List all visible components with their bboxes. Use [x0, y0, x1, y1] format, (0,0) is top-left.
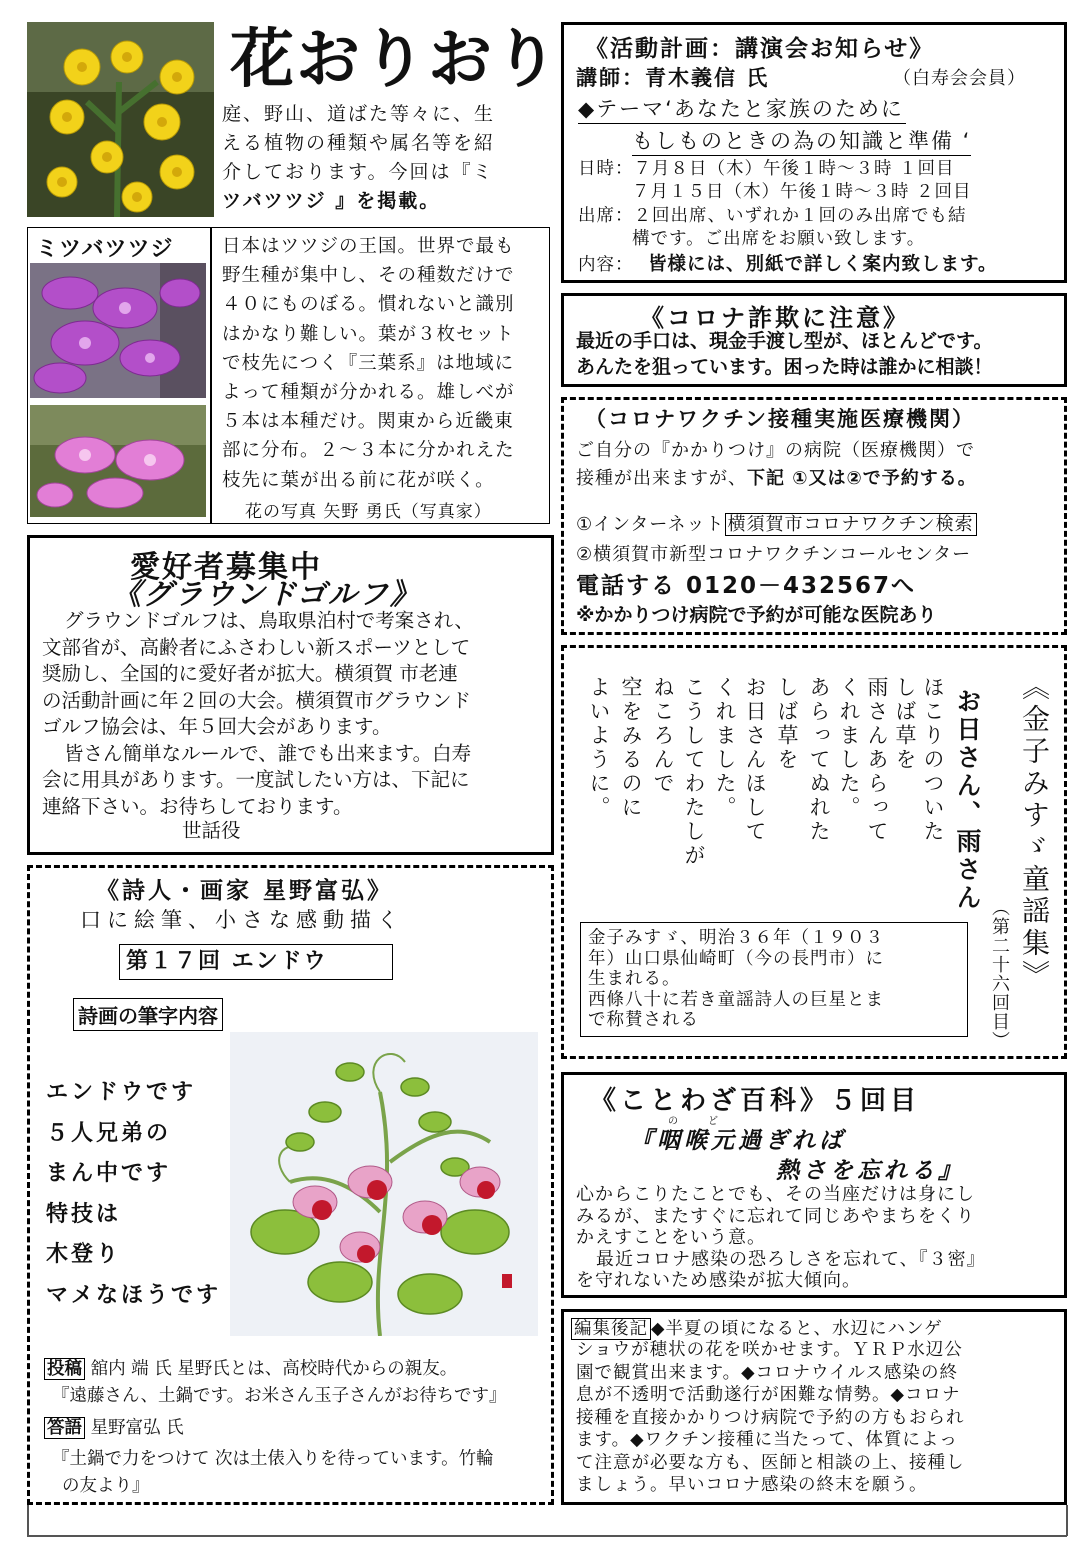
poet-contrib-message: 『遠藤さん、土鍋です。お米さん玉子さんがお待ちです』 — [52, 1386, 507, 1406]
proverb-ruby1: の — [668, 1116, 678, 1127]
kaneko-poem-line: ほこりのついた — [921, 676, 945, 844]
poet-subtitle: 口に絵筆、小さな感動描く — [80, 908, 404, 932]
flower-photo-credit: 花の写真 矢野 勇氏（写真家） — [245, 502, 492, 522]
flower-body-line: ５本は本種だけ。関東から近畿東 — [222, 411, 514, 433]
editor-body-line: 園で観賞出来ます。◆コロナウイルス感染の終 — [576, 1362, 959, 1383]
flower-intro-line: ツバツツジ 』を掲載。 — [222, 190, 441, 212]
proverb-body-line: を守れないため感染が拡大傾向。 — [576, 1270, 861, 1291]
editor-label: 編集後記 — [571, 1318, 651, 1340]
flower-body — [222, 232, 515, 495]
poet-poem — [46, 1072, 221, 1315]
poet-poem-line: まん中です — [46, 1160, 172, 1186]
flower-body-line: よって種類が分かれる。雄しべが — [222, 382, 515, 404]
flower-name: ミツバツツジ — [36, 237, 174, 262]
flower-intro — [222, 100, 495, 216]
page-bottom-rule — [27, 1535, 1067, 1537]
lecture-theme-line2: もしものときの為の知識と準備 ‘ — [632, 125, 971, 156]
poet-contrib-label: 投稿 — [44, 1358, 85, 1380]
kaneko-series-title: 《金子みすゞ童謡集》 — [1018, 672, 1051, 992]
lecture-attend1: 出席：２回出席、いずれか１回のみ出席でも結 — [578, 206, 967, 226]
groundgolf-body-line: 文部省が、高齢者にふさわしい新スポーツとして — [42, 635, 471, 659]
lecture-lecturer: 講師：青木義信 氏 — [576, 66, 770, 90]
poet-reply-text: 星野富弘 氏 — [85, 1418, 184, 1438]
flower-intro-line: 介しております。今回は『ミ — [222, 161, 494, 183]
vaccine-search-term: 横須賀市コロナワクチン検索 — [725, 513, 977, 536]
flower-intro-line: 庭、野山、道ばた等々に、生 — [222, 103, 496, 125]
groundgolf-body-line: の活動計画に年２回の大会。横須賀市グラウンド — [42, 688, 472, 712]
lecture-title: 《活動計画：講演会お知らせ》 — [585, 35, 935, 62]
groundgolf-body-line: 奨励し、全国的に愛好者が拡大。横須賀 市老連 — [42, 662, 458, 685]
kaneko-poem-line: くれました。 — [837, 676, 861, 820]
lecture-content-label: 内容： — [578, 255, 634, 275]
groundgolf-body-line: 連絡下さい。お待ちしております。 — [42, 794, 353, 818]
editor-body-line: ましょう。早いコロナ感染の終末を願う。 — [576, 1475, 928, 1495]
kaneko-poem-line: 雨さんあらって — [865, 676, 889, 844]
vaccine-line1: ご自分の『かかりつけ』の病院（医療機関）で — [576, 440, 975, 461]
kaneko-poem-line: ねころんで — [651, 676, 675, 796]
kaneko-bio-line: 西條八十に若き童謡詩人の巨星とま — [588, 989, 884, 1010]
proverb-body-line: 心からこりたことでも、その当座だけは身にし — [576, 1184, 975, 1205]
purple-azalea-photo — [30, 263, 206, 398]
vaccine-option2: ②横須賀市新型コロナワクチンコールセンター — [576, 544, 972, 565]
groundgolf-body-line: 皆さん簡単なルールで、誰でも出来ます。白寿 — [64, 741, 472, 765]
kaneko-poem-line: 空をみるのに — [619, 676, 643, 820]
vaccine-line2 — [576, 464, 977, 490]
poet-contrib-text: 舘内 端 氏 星野氏とは、高校時代からの親友。 — [85, 1359, 458, 1379]
editor-body-line: て注意が必要な方も、医師と相談の上、接種し — [576, 1452, 965, 1473]
flower-body-line: 枝先に葉が出る前に花が咲く。 — [222, 469, 495, 491]
kaneko-poem-line: お日さんほして — [743, 676, 767, 844]
vaccine-line2-text: 接種が出来ますが、 — [576, 468, 747, 489]
pea-painting — [230, 1032, 538, 1336]
proverb-body-line: かえすことをいう意。 — [576, 1227, 766, 1248]
editor-body-line: 接種を直接かかりつけ病院で予約の方もおられ — [576, 1407, 965, 1428]
groundgolf-signature: 世話役 — [182, 819, 241, 842]
yellow-flower-photo — [27, 22, 214, 217]
groundgolf-body-line: グラウンドゴルフは、鳥取県泊村で考案され、 — [64, 609, 474, 632]
flower-body-line: で枝先につく『三葉系』は地域に — [222, 352, 515, 374]
lecture-date1: 日時：７月８日（木）午後１時～３時 １回目 — [578, 159, 955, 179]
editor-line1: ◆半夏の頃になると、水辺にハンゲ — [651, 1319, 943, 1339]
kaneko-poem-line: しば草を — [893, 676, 917, 772]
editor-body-line: 息が不透明で活動遂行が困難な情勢。◆コロナ — [576, 1385, 961, 1405]
groundgolf-body-line: 会に用具があります。一度試したい方は、下記に — [42, 768, 470, 791]
vaccine-option1-label: ①インターネット — [576, 514, 725, 535]
flower-body-line: 部に分布。２～３本に分かれえた — [222, 440, 515, 462]
kaneko-bio-line: 年）山口県仙崎町（今の長門市）に — [588, 948, 884, 969]
kaneko-poem-title: お日さん、雨さん — [953, 688, 982, 912]
vaccine-title: （コロナワクチン接種実施医療機関） — [585, 407, 975, 431]
flower-body-line: はかなり難しい。葉が３枚セット — [222, 323, 515, 345]
kaneko-poem-line: くれました。 — [713, 676, 737, 820]
fraud-title: 《コロナ詐欺に注意》 — [640, 303, 910, 332]
kaneko-episode: （第二十六回目） — [989, 898, 1010, 1050]
kaneko-bio-line: 生まれる。 — [588, 969, 681, 989]
kaneko-poem-line: よいように。 — [587, 676, 611, 820]
lecture-content: 皆様には、別紙で詳しく案内致します。 — [648, 254, 998, 275]
poet-poem-line: エンドウです — [46, 1079, 197, 1105]
poet-poem-line: 特技は — [46, 1200, 122, 1227]
flower-divider — [210, 227, 212, 524]
fraud-line2: あんたを狙っています。困った時は誰かに相談！ — [576, 356, 993, 378]
poet-label: 詩画の筆字内容 — [73, 998, 223, 1031]
page-right-rule — [1066, 1505, 1068, 1536]
poet-poem-line: 木登り — [46, 1241, 122, 1267]
poet-reply-message2: の友より』 — [62, 1476, 150, 1496]
editor-first-line — [571, 1315, 943, 1340]
groundgolf-body — [42, 608, 474, 820]
poet-contribution — [44, 1355, 457, 1380]
poet-poem-line: マメなほうです — [46, 1281, 222, 1308]
proverb-body-line: 最近コロナ感染の恐ろしさを忘れて、『３密』 — [596, 1248, 986, 1270]
flower-body-line: 日本はツツジの王国。世界で最も — [222, 236, 515, 257]
editor-body-line: ます。◆ワクチン接種に当たって、体質によっ — [576, 1430, 958, 1450]
poet-poem-line: ５人兄弟の — [46, 1119, 172, 1146]
lecture-theme-line1: ◆テーマ‘あなたと家族のために — [578, 93, 906, 124]
pink-azalea-photo — [30, 405, 206, 517]
poet-reply-message1: 『土鍋で力をつけて 次は土俵入りを待っています。竹輪 — [52, 1449, 494, 1469]
flower-body-line: ４０にものぼる。慣れないと識別 — [222, 294, 515, 316]
lecture-date2: ７月１５日（木）午後１時～３時 ２回目 — [632, 182, 972, 202]
fraud-line1: 最近の手口は、現金手渡し型が、ほとんどです。 — [576, 330, 993, 352]
proverb-ruby2: ど — [708, 1116, 718, 1127]
proverb-title: 《ことわざ百科》５回目 — [590, 1086, 921, 1116]
poet-title: 《詩人・画家 星野富弘》 — [96, 877, 394, 904]
flower-intro-line: える植物の種類や属名等を紹 — [222, 132, 496, 154]
editor-body-line: ショウが穂状の花を咲かせます。ＹＲＰ水辺公 — [576, 1340, 963, 1360]
lecture-attend2: 構です。ご出席をお願い致します。 — [632, 229, 926, 249]
page-left-rule — [27, 1505, 29, 1536]
flower-body-line: 野生種が集中し、その種数だけで — [222, 265, 515, 287]
vaccine-option1 — [576, 510, 977, 536]
vaccine-line2-bold: 下記 ①又は②で予約する。 — [747, 468, 977, 489]
kaneko-bio-line: で称賛される — [588, 1010, 699, 1030]
poet-episode: 第１７回 エンドウ — [119, 944, 393, 980]
flower-section-title: 花おりおり — [230, 22, 560, 97]
groundgolf-body-line: ゴルフ協会は、年５回大会があります。 — [42, 715, 392, 738]
kaneko-poem-line: あらってぬれた — [807, 676, 831, 844]
proverb-body — [576, 1184, 986, 1292]
vaccine-phone: 電話する 0120－432567へ — [576, 573, 917, 599]
proverb-line2: 熱さを忘れる』 — [776, 1157, 965, 1184]
groundgolf-title1: 愛好者募集中 — [130, 550, 322, 585]
proverb-line1: 『咽喉元過ぎれば — [630, 1127, 846, 1154]
editor-body — [576, 1339, 965, 1497]
proverb-body-line: みるが、またすぐに忘れて同じあやまちをくり — [576, 1205, 975, 1227]
poet-reply — [44, 1414, 184, 1439]
kaneko-poem-line: しば草を — [775, 676, 799, 772]
kaneko-poem-line: こうしてわたしが — [682, 676, 706, 868]
kaneko-bio-line: 金子みすゞ、明治３６年（１９０３ — [588, 928, 884, 948]
poet-reply-label: 答語 — [44, 1417, 85, 1439]
vaccine-note: ※かかりつけ病院で予約が可能な医院あり — [576, 604, 937, 626]
kaneko-bio — [588, 928, 884, 1031]
lecture-affiliation: （白寿会会員） — [893, 68, 1026, 89]
groundgolf-title2: 《グラウンドゴルフ》 — [112, 577, 421, 611]
